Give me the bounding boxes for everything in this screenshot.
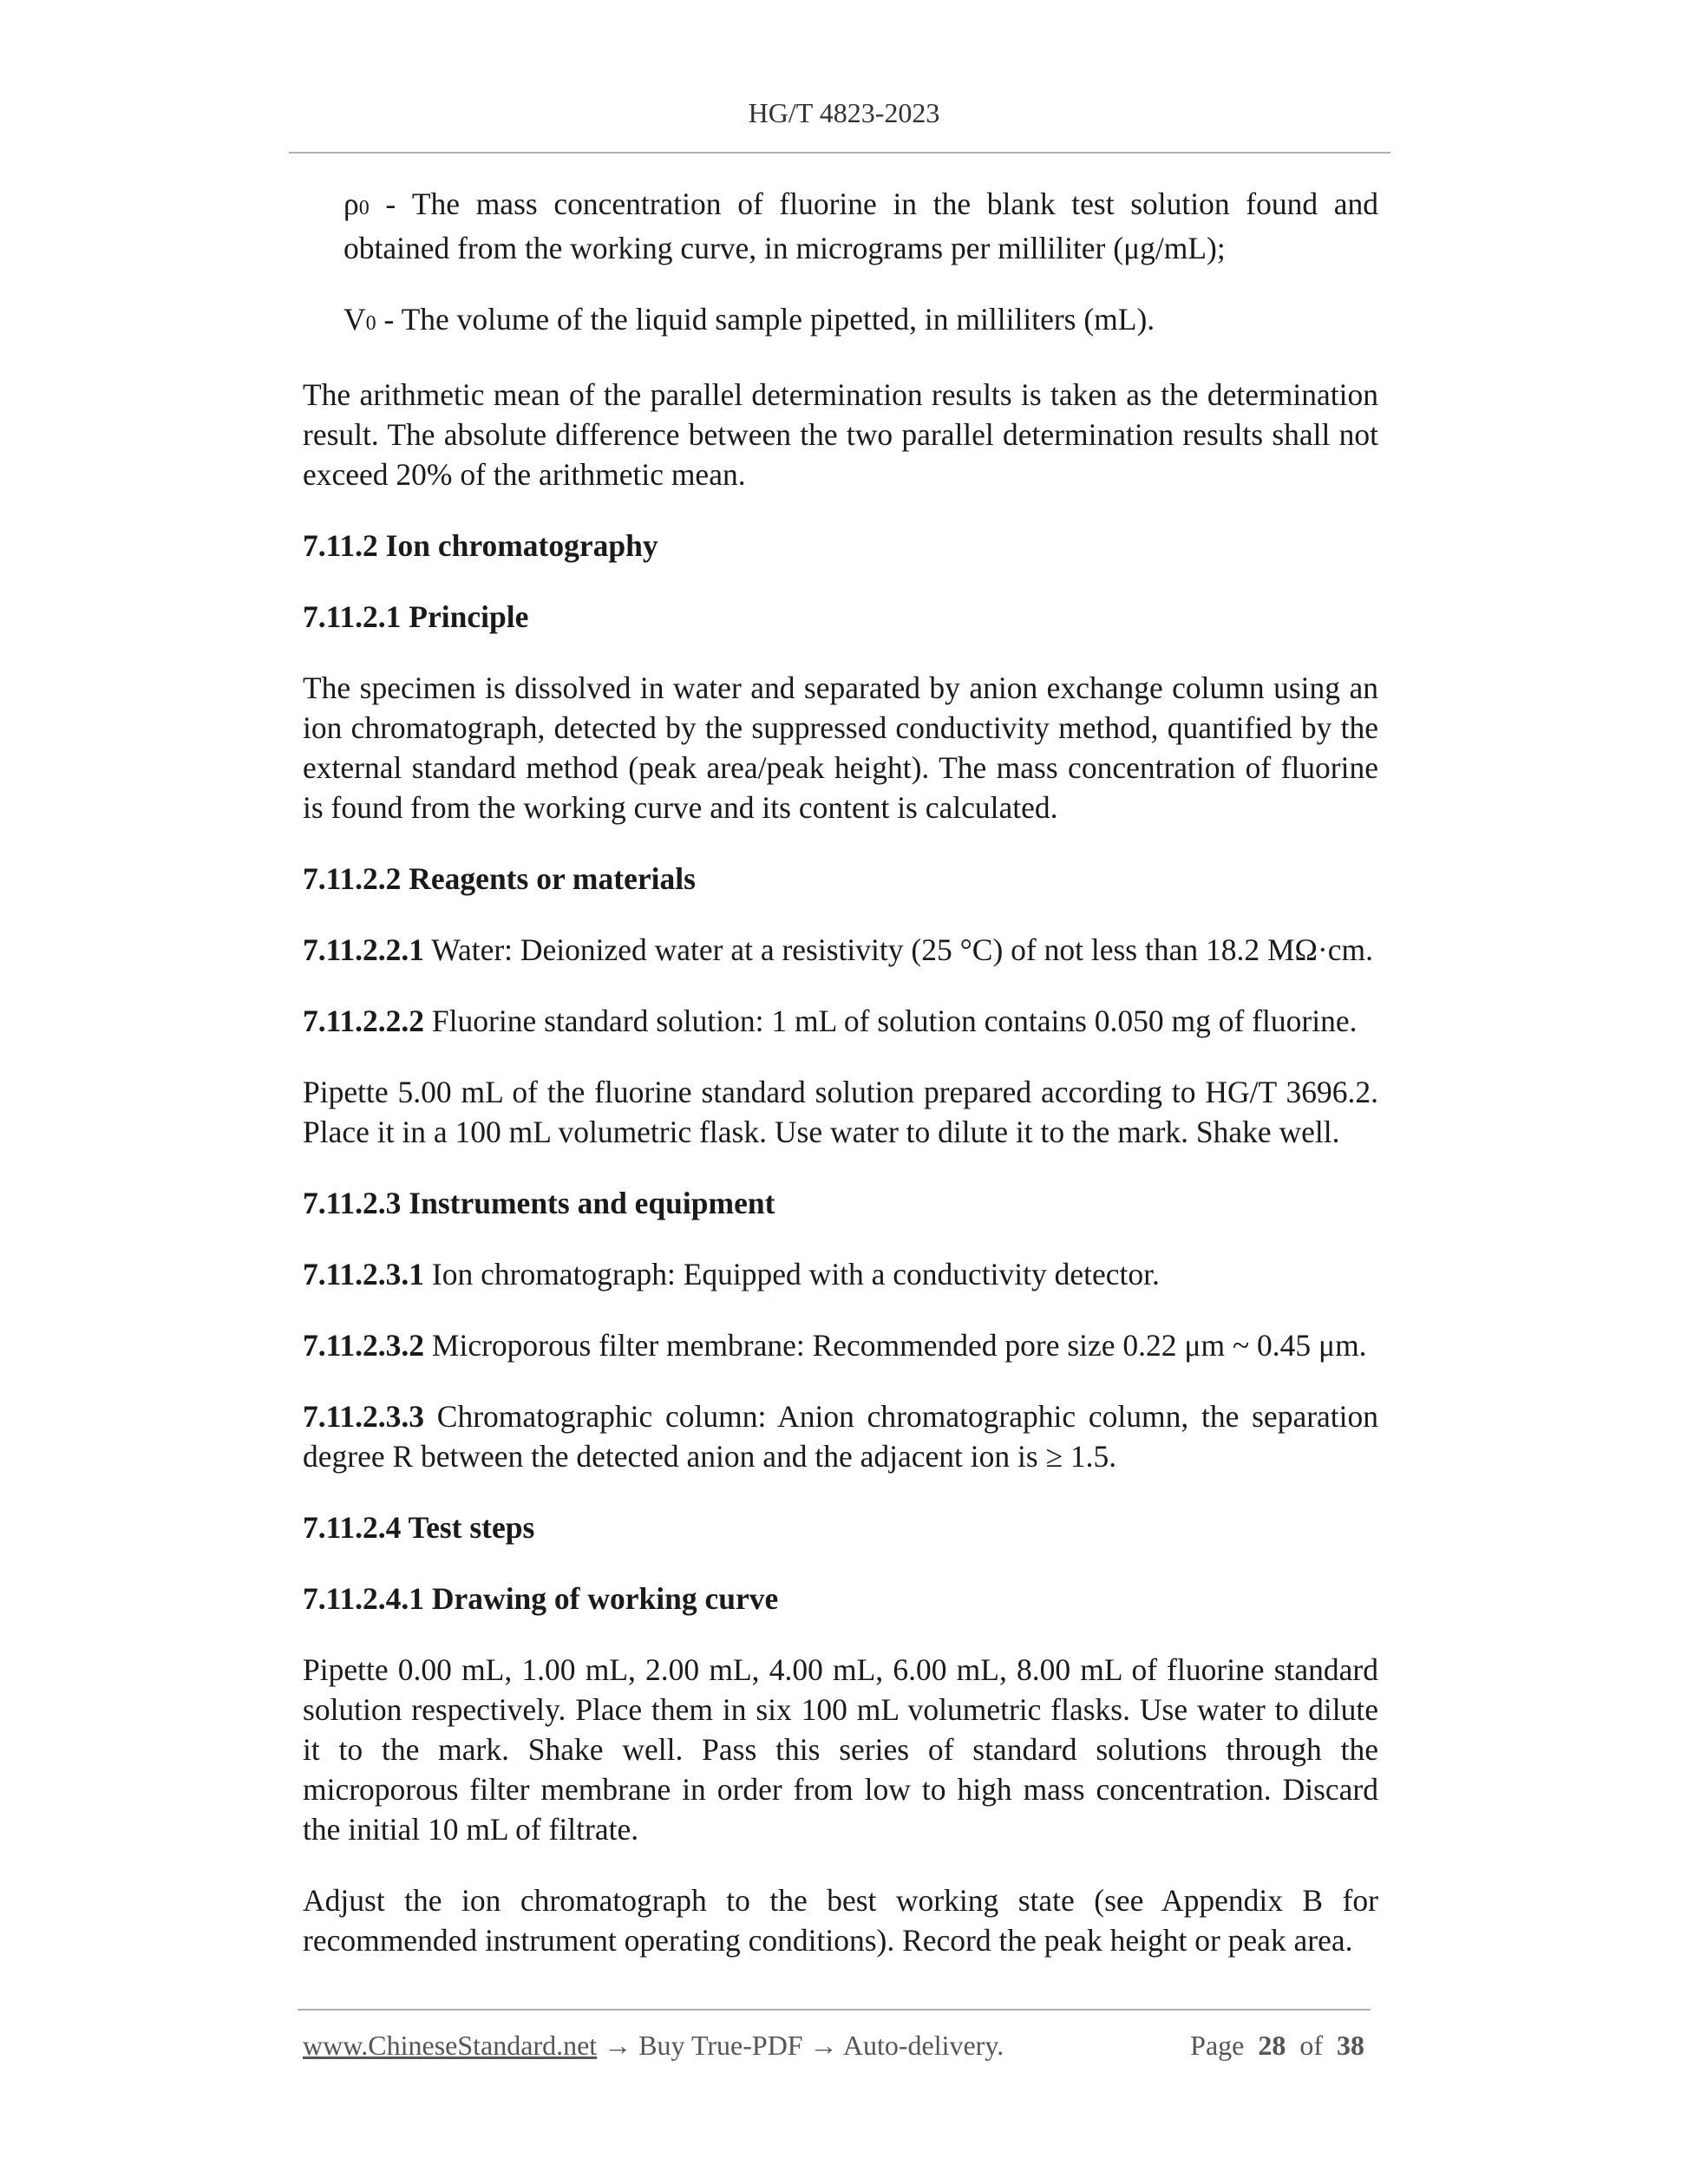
symbol-rho: ρ — [343, 186, 359, 221]
definition-rho0 — [303, 184, 1378, 268]
document-body — [303, 184, 1378, 1991]
page-number — [1190, 2030, 1364, 2062]
footer-divider — [298, 2009, 1371, 2011]
item-text: Chromatographic column: Anion chromatographic column, the separation degree R between the detected anion and the adjacent ion is ≥ 1.5. — [303, 1399, 1378, 1474]
page-label: Page — [1190, 2030, 1245, 2061]
item-7-11-2-2-2 — [303, 1001, 1378, 1041]
arrow-right-icon: → — [597, 2030, 639, 2061]
item-number: 7.11.2.2.1 — [303, 932, 425, 967]
of-label: of — [1299, 2030, 1323, 2061]
definition-text: - The volume of the liquid sample pipetted, in milliliters (mL). — [376, 302, 1155, 337]
item-7-11-2-3-2 — [303, 1325, 1378, 1365]
paragraph-pipette: Pipette 5.00 mL of the fluorine standard solution prepared according to HG/T 3696.2. Place it in a 100 mL volumetric flask. Use water to dilute it to the mark. Shake well. — [303, 1075, 1378, 1149]
item-7-11-2-2-1 — [303, 930, 1378, 970]
item-text: Ion chromatograph: Equipped with a conductivity detector. — [424, 1257, 1160, 1291]
paragraph-adjust: Adjust the ion chromatograph to the best working state (see Appendix B for recommended instrument operating conditions). Record the peak height or peak area. — [303, 1883, 1378, 1958]
buy-text: Buy True-PDF — [638, 2030, 803, 2061]
document-code: HG/T 4823-2023 — [748, 97, 940, 128]
definition-v0 — [303, 299, 1378, 343]
current-page: 28 — [1258, 2030, 1286, 2061]
website-link[interactable]: www.ChineseStandard.net — [303, 2030, 598, 2061]
paragraph-principle: The specimen is dissolved in water and separated by anion exchange column using an ion chromatograph, detected by the suppressed conductivity method, quantified by the external standard method (peak area/peak height). The mass concentration of fluorine is found from the working curve and its content is calculated. — [303, 670, 1378, 825]
item-number: 7.11.2.3.2 — [303, 1328, 425, 1363]
header-divider — [289, 152, 1390, 154]
item-7-11-2-3-3 — [303, 1396, 1378, 1476]
total-pages: 38 — [1337, 2030, 1364, 2061]
item-7-11-2-3-1 — [303, 1254, 1378, 1294]
heading-7-11-2-2: 7.11.2.2 Reagents or materials — [303, 861, 696, 896]
subscript-zero: 0 — [365, 312, 376, 335]
subscript-zero: 0 — [358, 197, 370, 219]
heading-7-11-2-4: 7.11.2.4 Test steps — [303, 1510, 535, 1545]
item-text: Fluorine standard solution: 1 mL of solution contains 0.050 mg of fluorine. — [424, 1004, 1358, 1038]
symbol-v: V — [343, 302, 366, 337]
item-text: Microporous filter membrane: Recommended pore size 0.22 μm ~ 0.45 μm. — [424, 1328, 1367, 1363]
item-text: Water: Deionized water at a resistivity (25 °C) of not less than 18.2 MΩ·cm. — [424, 932, 1373, 967]
definition-text: - The mass concentration of fluorine in the blank test solution found and obtained from the working curve, in micrograms per milliliter (μg/mL); — [343, 186, 1378, 265]
page-header — [0, 97, 1688, 129]
heading-7-11-2-3: 7.11.2.3 Instruments and equipment — [303, 1186, 775, 1220]
item-number: 7.11.2.3.3 — [303, 1399, 425, 1434]
footer-promo — [303, 2030, 1004, 2062]
heading-7-11-2: 7.11.2 Ion chromatography — [303, 528, 658, 563]
item-number: 7.11.2.3.1 — [303, 1257, 425, 1291]
heading-7-11-2-1: 7.11.2.1 Principle — [303, 599, 529, 634]
delivery-text: Auto-delivery. — [842, 2030, 1004, 2061]
item-number: 7.11.2.2.2 — [303, 1004, 425, 1038]
paragraph-result: The arithmetic mean of the parallel determination results is taken as the determination result. The absolute difference between the two parallel determination results shall not exceed 20% of the arithmetic mean. — [303, 377, 1378, 492]
heading-7-11-2-4-1: 7.11.2.4.1 Drawing of working curve — [303, 1581, 779, 1616]
arrow-right-icon: → — [802, 2030, 843, 2061]
paragraph-working-curve: Pipette 0.00 mL, 1.00 mL, 2.00 mL, 4.00 mL, 6.00 mL, 8.00 mL of fluorine standard solution respectively. Place them in six 100 mL volumetric flasks. Use water to dilute it to the mark. Shake well. Pass this series of standard solutions through the microporous filter membrane in order from low to high mass concentration. Discard the initial 10 mL of filtrate. — [303, 1652, 1378, 1847]
